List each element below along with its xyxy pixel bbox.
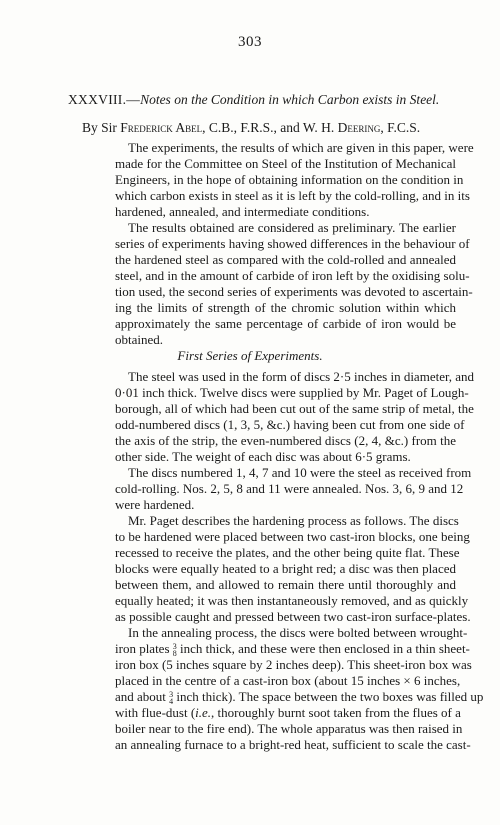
text-line: the axis of the strip, the even-numbered discs (2, 4, &c.) from the xyxy=(115,433,456,448)
fraction-three-quarters: 3 4 xyxy=(169,690,174,707)
text-line: The steel was used in the form of discs 2·5 inches in diameter, and xyxy=(128,369,475,384)
text-line: Mr. Paget describes the hardening process as follows. The discs xyxy=(128,513,459,528)
text-line: obtained. xyxy=(115,332,164,347)
authors-by: By Sir xyxy=(82,120,121,135)
text-fragment: inch thick). The space between the two boxes was filled up xyxy=(176,689,484,704)
text-line: ing the limits of strength of the chromic solution within which xyxy=(115,300,456,315)
text-line: between them, and allowed to remain there until thoroughly and xyxy=(115,577,456,592)
authors-mid: , C.B., F.R.S., and W. H. xyxy=(202,120,338,135)
text-line: The discs numbered 1, 4, 7 and 10 were the steel as received from xyxy=(128,465,472,480)
text-line: steel, and in the amount of carbide of iron left by the oxidising solu- xyxy=(115,268,470,283)
section-heading: First Series of Experiments. xyxy=(177,348,323,363)
fraction-three-eighths: 3 8 xyxy=(172,642,177,659)
text-line: 0·01 inch thick. Twelve discs were supplied by Mr. Paget of Lough- xyxy=(115,385,469,400)
paper-title xyxy=(68,92,448,108)
text-line: made for the Committee on Steel of the Institution of Mechanical xyxy=(115,156,456,171)
text-line: recessed to receive the plates, and the other being quite flat. These xyxy=(115,545,460,560)
page-number: 303 xyxy=(238,34,262,50)
paper-title-number: XXXVIII.— xyxy=(68,92,141,107)
authors-end: , F.C.S. xyxy=(380,120,421,135)
text-line xyxy=(115,705,461,721)
text-line: were hardened. xyxy=(115,497,195,512)
author-name-deering: Deering xyxy=(337,120,381,135)
text-line-with-fraction xyxy=(115,641,470,659)
text-fragment-italic: i.e. xyxy=(195,705,212,720)
author-name-abel: Frederick Abel xyxy=(120,120,203,135)
text-line: Engineers, in the hope of obtaining information on the condition in xyxy=(115,172,464,187)
text-line: an annealing furnace to a bright-red heat, sufficient to scale the cast- xyxy=(115,737,471,752)
text-fragment: , thoroughly burnt soot taken from the flues of a xyxy=(211,705,461,720)
text-line: borough, all of which had been cut out of the same strip of metal, the xyxy=(115,401,474,416)
text-line-with-fraction xyxy=(115,689,484,707)
text-fragment: iron plates xyxy=(115,641,170,656)
text-line: equally heated; it was then instantaneously removed, and as quickly xyxy=(115,593,469,608)
text-line: hardened, annealed, and intermediate conditions. xyxy=(115,204,370,219)
text-line: as possible caught and pressed between two cast-iron surface-plates. xyxy=(115,609,471,624)
text-line: odd-numbered discs (1, 3, 5, &c.) having been cut from one side of xyxy=(115,417,465,432)
text-line: placed in the centre of a cast-iron box (about 15 inches × 6 inches, xyxy=(115,673,461,688)
text-fragment: with flue-dust ( xyxy=(115,705,196,720)
text-fragment: inch thick, and these were then enclosed in a thin sheet- xyxy=(180,641,470,656)
text-line: other side. The weight of each disc was about 6·5 grams. xyxy=(115,449,411,464)
text-line: The experiments, the results of which are given in this paper, were xyxy=(128,140,474,155)
text-line: The results obtained are considered as preliminary. The earlier xyxy=(128,220,456,235)
paper-title-text: Notes on the Condition in which Carbon exists in Steel. xyxy=(140,92,440,107)
text-line: In the annealing process, the discs were bolted between wrought- xyxy=(128,625,468,640)
text-line: iron box (5 inches square by 2 inches deep). This sheet-iron box was xyxy=(115,657,472,672)
text-line: to be hardened were placed between two cast-iron blocks, one being xyxy=(115,529,470,544)
text-line: series of experiments having showed differences in the behaviour of xyxy=(115,236,470,251)
text-line: approximately the same percentage of carbide of iron would be xyxy=(115,316,456,331)
text-line: boiler near to the fire end). The whole apparatus was then raised in xyxy=(115,721,463,736)
paper-authors xyxy=(82,120,442,136)
text-line: blocks were equally heated to a bright red; a disc was then placed xyxy=(115,561,456,576)
text-line: which carbon exists in steel as it is left by the cold-rolling, and in its xyxy=(115,188,470,203)
text-line: cold-rolling. Nos. 2, 5, 8 and 11 were annealed. Nos. 3, 6, 9 and 12 xyxy=(115,481,464,496)
text-line: the hardened steel as compared with the cold-rolled and annealed xyxy=(115,252,456,267)
text-fragment: and about xyxy=(115,689,166,704)
text-line: tion used, the second series of experiments was devoted to ascertain- xyxy=(115,284,473,299)
